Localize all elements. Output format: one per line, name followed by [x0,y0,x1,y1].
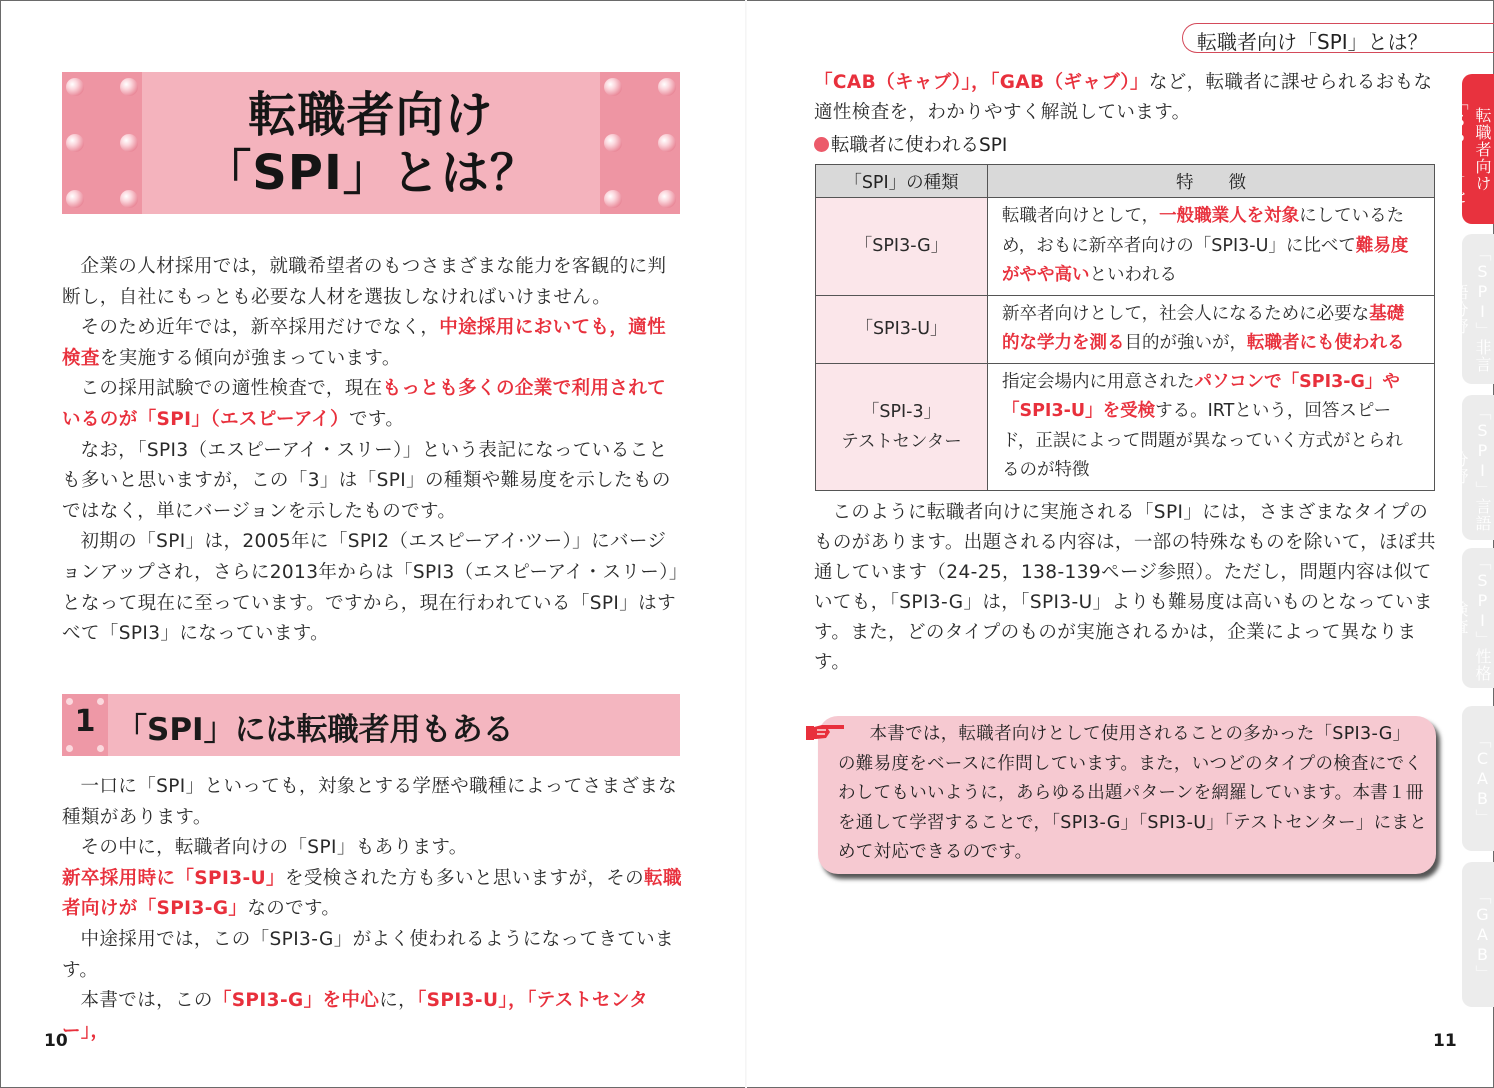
rivet-icon [120,78,138,96]
rivet-icon [66,190,84,208]
banner-left-rivet-strip [62,72,142,214]
column-header-type: 「SPI」の種類 [816,165,988,198]
text-run: なお，「SPI3（エスピーアイ・スリー）」という表記になっていることも多いと思いますが，この「3」は「SPI」の種類や難易度を示したものではなく，単にバージョンを示したものです。 [62,439,671,522]
paragraph [62,527,682,649]
emphasis-text: 新卒採用時に「SPI3-U」 [62,867,285,889]
body-paragraph-text: このように転職者向けに実施される「SPI」には，さまざまなタイプのものがあります。出題される内容は，一部の特殊なものを除いて，ほぼ共通しています（24-25，138-139ページ参照）。ただし，問題内容は似ていても，「SPI3-G」は，「SPI3-U」よりも難易度は高いものとなっています。また，どのタイプのものが実施されるかは，企業によって異なります。 [814,502,1436,673]
emphasis-text: 中途採用においても，適性検査 [62,317,667,369]
emphasis-text: もっとも多くの企業で利用されているのが「SPI」（エスピーアイ） [62,378,667,430]
chapter-title-banner [62,72,680,214]
book-gutter [745,0,747,1088]
text-run: など，転職者に課せられるおもな適性検査を，わかりやすく解説しています。 [814,72,1433,123]
text-run: この採用試験での適性検査で，現在 [80,378,383,400]
text-run: 目的が強いが， [1124,333,1247,353]
side-tab-cab[interactable]: 「CAB」 [1462,706,1494,851]
rivet-icon [66,745,73,752]
table-heading-text: 転職者に使われるSPI [831,135,1008,156]
banner-right-rivet-strip [600,72,680,214]
continued-paragraph-text [814,68,1436,128]
chapter-title-line1: 転職者向け [248,87,494,143]
emphasis-text: パソコンで「SPI3-G」や「SPI3-U」を受検 [1002,371,1400,421]
paragraph [62,986,682,1047]
text-run: にしているため，おもに新卒者向けの「SPI3-U」に比べて [1002,206,1405,256]
rivet-icon [604,78,622,96]
text-run: に， [379,990,418,1012]
side-tab-verbal[interactable]: 「SPI」言語分野 [1462,395,1494,540]
text-run: 企業の人材採用では，就職希望者のもつさまざまな能力を客観的に判断し，自社にもっとも必要な人材を選抜しなければいけません。 [62,256,667,308]
side-tab-gab[interactable]: 「GAB」 [1462,862,1494,1007]
table-heading [814,131,1007,157]
text-run: 一口に「SPI」といっても，対象とする学歴や職種によってさまざまな種類があります。 [62,776,678,828]
rivet-icon [66,78,84,96]
text-run: なのです。 [247,898,341,920]
rivet-icon [658,190,676,208]
intro-text [62,252,682,650]
note-text: 本書では，転職者向けとして使用されることの多かった「SPI3-G」の難易度をベースに作問しています。また，いつどのタイプの検査にでくわしてもいいように，あらゆる出題パターンを網羅しています。本書１冊を通して学習することで，「SPI3-G」「SPI3-U」「テストセンター」にまとめて対応できるのです。 [838,724,1428,862]
chapter-title [142,86,600,202]
feature-cell [988,295,1435,363]
page-number-left: 10 [44,1031,68,1051]
section-heading-banner [62,694,680,756]
spi-types-table [815,164,1435,491]
body-paragraph [814,498,1436,678]
side-tab-nonverbal[interactable]: 「SPI」非言語分野 [1462,234,1494,384]
paragraph [62,252,682,313]
text-run: する。IRTという，回答スピード，正誤によって問題が異なっていく方式がとられるのが特徴 [1002,401,1403,480]
table-header-row [816,165,1435,198]
text-run: 本書では，この [80,990,213,1012]
section-number-box [62,694,108,756]
paragraph [62,436,682,528]
chapter-title-line2: 「SPI」とは？ [203,145,539,201]
text-run: を実施する傾向が強まっています。 [99,347,401,369]
emphasis-text: 基礎的な学力を測る [1002,303,1405,353]
text-run: 指定会場内に用意された [1002,371,1195,392]
text-run: 新卒者向けとして，社会人になるために必要な [1002,303,1370,324]
table-row [816,198,1435,296]
feature-cell [988,363,1435,490]
rivet-icon [120,190,138,208]
paragraph [62,925,682,986]
table-row [816,295,1435,363]
side-tab-spi-intro[interactable]: 転職者向け「SPI」とは？ [1462,74,1494,224]
continued-paragraph [814,68,1436,128]
running-header-text: 転職者向け「SPI」とは？ [1197,30,1428,54]
paragraph [62,313,682,374]
section-title: 「SPI」には転職者用もある [116,712,514,748]
emphasis-text: 一般職業人を対象 [1159,206,1300,226]
type-cell [816,363,988,490]
text-run: 初期の「SPI」は，2005年に「SPI2（エスピーアイ·ツー）」にバージョンアップされ，さらに2013年からは「SPI3（エスピーアイ・スリー）」となって現在に至っています。ですから，現在行われている「SPI」はすべて「SPI3」になっています。 [62,531,679,645]
side-tab-personality[interactable]: 「SPI」性格検査 [1462,548,1494,688]
feature-cell [988,198,1435,296]
type-cell: 「SPI3-U」 [816,295,988,363]
pointing-hand-icon [806,720,846,744]
emphasis-text: 「SPI3-U」，「テストセンター」， [62,990,648,1042]
type-cell-line2: テストセンター [841,431,962,452]
rivet-icon [658,78,676,96]
note-box [818,716,1436,874]
rivet-icon [97,745,104,752]
section-text [62,772,682,1047]
rivet-icon [604,190,622,208]
column-header-feature: 特 徴 [988,165,1435,198]
rivet-icon [66,134,84,152]
type-cell: 「SPI3-G」 [816,198,988,296]
text-run: です。 [349,408,405,430]
rivet-icon [658,134,676,152]
text-run: そのため近年では，新卒採用だけでなく， [80,317,440,339]
text-run: 中途採用では，この「SPI3-G」がよく使われるようになってきています。 [62,928,674,981]
emphasis-text: 「SPI3-G」を中心 [212,990,380,1012]
running-header [1182,23,1494,53]
text-run: を受検された方も多いと思いますが，その [284,867,645,889]
paragraph [62,833,682,925]
paragraph [62,772,682,833]
table-row [816,363,1435,490]
rivet-icon [120,134,138,152]
emphasis-text: 転職者向けが「SPI3-G」 [62,867,682,920]
emphasis-text: 転職者にも使われる [1247,333,1405,353]
bullet-dot-icon [814,137,829,152]
emphasis-text: 「CAB（キャブ）」，「GAB（ギャブ）」 [814,72,1149,93]
text-run: その中に，転職者向けの「SPI」もあります。 [80,837,468,859]
emphasis-text: 難易度がやや高い [1002,235,1409,285]
page-number-right: 11 [1433,1031,1457,1051]
type-cell-line1: 「SPI-3」 [861,401,942,422]
text-run: といわれる [1089,265,1177,285]
rivet-icon [604,134,622,152]
text-run: 転職者向けとして， [1002,206,1160,226]
paragraph [62,374,682,435]
section-number: 1 [74,704,96,739]
